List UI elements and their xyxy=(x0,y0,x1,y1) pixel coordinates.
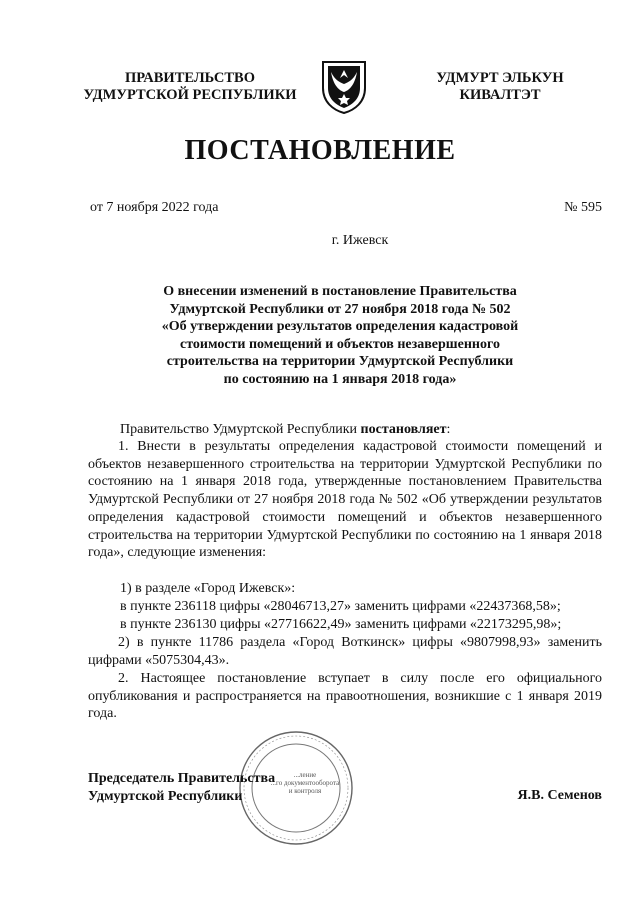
document-city: г. Ижевск xyxy=(331,233,389,248)
paragraph-1-item-1-point-b: в пункте 236130 цифры «27716622,49» заменить цифрами «22173295,98»; xyxy=(120,617,562,632)
subject-line: по состоянию на 1 января 2018 года» xyxy=(223,371,457,387)
stamp-line: и контроля xyxy=(288,787,322,795)
coat-of-arms-icon xyxy=(319,58,369,114)
paragraph-1-item-1-point-a: в пункте 236118 цифры «28046713,27» заменить цифрами «22437368,58»; xyxy=(120,599,561,614)
paragraph-intro xyxy=(120,421,450,439)
stamp-line: ...ление xyxy=(293,771,317,779)
subject-line: стоимости помещений и объектов незавершенного xyxy=(180,336,500,352)
document-subject xyxy=(120,283,560,388)
paragraph-1-item-1: 1) в разделе «Город Ижевск»: xyxy=(120,581,296,596)
header-government-udm xyxy=(400,70,600,104)
header-left-line2: УДМУРТСКОЙ РЕСПУБЛИКИ xyxy=(83,87,297,103)
subject-line: «Об утверждении результатов определения кадастровой xyxy=(161,319,519,334)
signatory-title-line1: Председатель Правительства xyxy=(88,771,276,786)
document-date: от 7 ноября 2022 года xyxy=(90,200,219,215)
paragraph-2: 2. Настоящее постановление вступает в силу после его официального опубликования и распространяется на правоотношения, возникшие с 1 января 2019 года. xyxy=(88,671,602,722)
document-type-title: ПОСТАНОВЛЕНИЕ xyxy=(184,135,456,166)
subject-line: О внесении изменений в постановление Правительства xyxy=(163,284,517,299)
header-right-line2: КИВАЛТЭТ xyxy=(459,87,541,103)
subject-line: Удмуртской Республики от 27 ноября 2018 года № 502 xyxy=(169,301,511,317)
header-right-line1: УДМУРТ ЭЛЬКУН xyxy=(436,70,564,86)
header-left-line1: ПРАВИТЕЛЬСТВО xyxy=(125,70,255,86)
stamp-line: ...го документооборота xyxy=(270,779,340,787)
paragraph-1-item-2: 2) в пункте 11786 раздела «Город Воткинск» цифры «9807998,93» заменить цифрами «5075304,43». xyxy=(88,635,602,668)
signatory-title xyxy=(88,770,275,805)
signatory-name: Я.В. Семенов xyxy=(517,788,602,803)
paragraph-1: 1. Внести в результаты определения кадастровой стоимости помещений и объектов незавершенного строительства на территории Удмуртской Республики по состоянию на 1 января 2018 года, утвержденные постановлением Правительства Удмуртской Республики от 27 ноября 2018 года № 502 «Об утверждении результатов определения кадастровой стоимости помещений и объектов незавершенного строительства на территории Удмуртской Республики по состоянию на 1 января 2018 года», следующие изменения: xyxy=(88,439,602,561)
stamp-text xyxy=(270,771,340,795)
document-number: № 595 xyxy=(564,200,602,215)
intro-prefix: Правительство Удмуртской Республики xyxy=(120,422,361,437)
intro-suffix: : xyxy=(446,422,451,437)
header-government-ru xyxy=(60,70,320,104)
subject-line: строительства на территории Удмуртской Республики xyxy=(166,354,514,369)
signatory-title-line2: Удмуртской Республики xyxy=(88,788,243,804)
intro-bold: постановляет xyxy=(360,422,447,437)
